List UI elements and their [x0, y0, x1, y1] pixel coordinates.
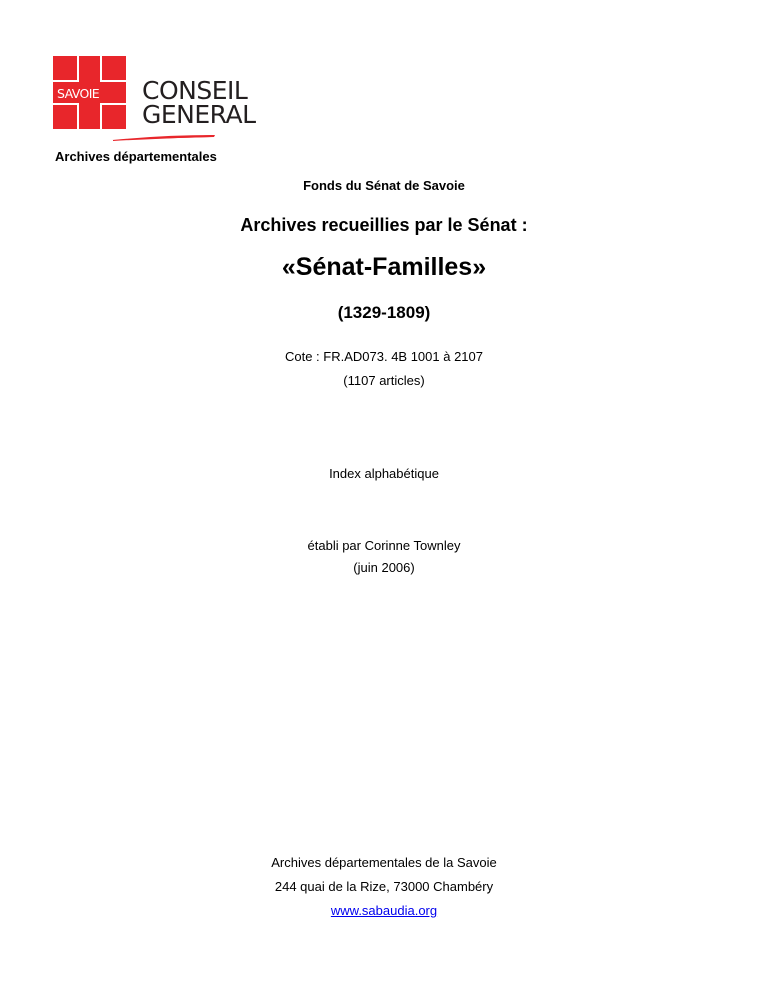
logo-savoie-text: SAVOIE: [57, 86, 100, 101]
logo-conseil-text: CONSEIL: [142, 76, 248, 105]
publication-date: (juin 2006): [353, 560, 415, 575]
date-range: (1329-1809): [337, 303, 431, 322]
footer-website-line: [0, 903, 768, 918]
index-label: Index alphabétique: [329, 466, 439, 481]
cote-reference: Cote : FR.AD073. 4B 1001 à 2107: [284, 349, 483, 364]
department-label: Archives départementales: [55, 149, 217, 164]
footer-address: 244 quai de la Rize, 73000 Chambéry: [274, 879, 494, 894]
subtitle: Archives recueillies par le Sénat :: [240, 215, 528, 235]
website-link[interactable]: www.sabaudia.org: [330, 903, 438, 918]
logo-general-text: GENERAL: [142, 100, 256, 129]
author-line: établi par Corinne Townley: [307, 538, 461, 553]
fonds-heading: Fonds du Sénat de Savoie: [303, 178, 465, 193]
footer-institution: Archives départementales de la Savoie: [271, 855, 497, 870]
articles-count: (1107 articles): [343, 373, 425, 388]
page-title: «Sénat-Familles»: [281, 253, 487, 281]
conseil-general-logo: [53, 56, 258, 142]
